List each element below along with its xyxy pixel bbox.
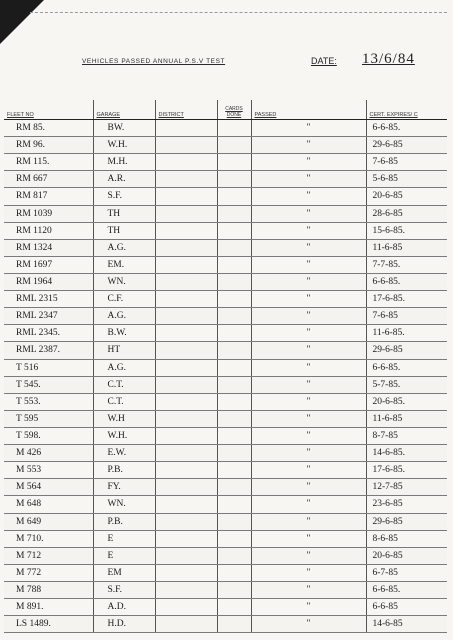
cell-cert-expires: 5-7-85. bbox=[366, 376, 447, 393]
cell-cert-expires: 20-6-85 bbox=[366, 188, 447, 205]
cell-district bbox=[155, 239, 217, 256]
cell-garage: A.D. bbox=[93, 599, 155, 616]
cell-cert-expires: 20-6-85. bbox=[366, 393, 447, 410]
table-row bbox=[4, 393, 447, 410]
page-title: VEHICLES PASSED ANNUAL P.S.V TEST bbox=[82, 58, 226, 65]
cell-cert-expires: 6-6-85. bbox=[366, 581, 447, 598]
table-row bbox=[4, 376, 447, 393]
cell-fleet-no: T 545. bbox=[4, 376, 93, 393]
cell-fleet-no: RML 2345. bbox=[4, 325, 93, 342]
table-header-row bbox=[4, 100, 447, 120]
cell-passed: " bbox=[251, 308, 366, 325]
cell-garage: HT bbox=[93, 342, 155, 359]
cell-fleet-no: RM 1324 bbox=[4, 239, 93, 256]
cell-passed: " bbox=[251, 205, 366, 222]
table-row bbox=[4, 616, 447, 633]
cell-fleet-no: T 595 bbox=[4, 410, 93, 427]
cell-cert-expires: 7-6-85 bbox=[366, 154, 447, 171]
cell-district bbox=[155, 171, 217, 188]
cell-passed: " bbox=[251, 599, 366, 616]
cell-passed: " bbox=[251, 342, 366, 359]
cell-district bbox=[155, 427, 217, 444]
cell-cards-done bbox=[217, 564, 251, 581]
cell-fleet-no: M 426 bbox=[4, 445, 93, 462]
column-header-cert-expires: CERT. EXPIRES/ C bbox=[366, 100, 447, 120]
cell-fleet-no: RM 115. bbox=[4, 154, 93, 171]
cell-passed: " bbox=[251, 513, 366, 530]
cell-cards-done bbox=[217, 513, 251, 530]
cell-cards-done bbox=[217, 239, 251, 256]
cell-cert-expires: 6-6-85. bbox=[366, 359, 447, 376]
table-row bbox=[4, 530, 447, 547]
cell-district bbox=[155, 410, 217, 427]
table-row bbox=[4, 205, 447, 222]
cell-cert-expires: 23-6-85 bbox=[366, 496, 447, 513]
cell-garage: E bbox=[93, 530, 155, 547]
column-header-cards-done: CARDS DONE bbox=[217, 100, 251, 120]
cell-district bbox=[155, 445, 217, 462]
table-row bbox=[4, 496, 447, 513]
cell-cert-expires: 7-7-85. bbox=[366, 256, 447, 273]
cell-cert-expires: 11-6-85 bbox=[366, 410, 447, 427]
cell-fleet-no: T 598. bbox=[4, 427, 93, 444]
table-row bbox=[4, 325, 447, 342]
cell-fleet-no: LS 1489. bbox=[4, 616, 93, 633]
cell-fleet-no: RM 1964 bbox=[4, 273, 93, 290]
table-row bbox=[4, 462, 447, 479]
cell-cards-done bbox=[217, 479, 251, 496]
table-row bbox=[4, 154, 447, 171]
cell-garage: WN. bbox=[93, 496, 155, 513]
cell-garage: P.B. bbox=[93, 513, 155, 530]
table-row bbox=[4, 513, 447, 530]
table-row bbox=[4, 120, 447, 137]
top-rule bbox=[30, 12, 447, 13]
cell-cards-done bbox=[217, 445, 251, 462]
cell-cards-done bbox=[217, 359, 251, 376]
cell-district bbox=[155, 376, 217, 393]
cell-passed: " bbox=[251, 154, 366, 171]
cell-district bbox=[155, 273, 217, 290]
cell-cards-done bbox=[217, 599, 251, 616]
table-row bbox=[4, 547, 447, 564]
cell-garage: A.G. bbox=[93, 239, 155, 256]
table-row bbox=[4, 256, 447, 273]
cell-district bbox=[155, 342, 217, 359]
cell-district bbox=[155, 513, 217, 530]
cell-garage: A.R. bbox=[93, 171, 155, 188]
cell-cert-expires: 17-6-85. bbox=[366, 462, 447, 479]
cell-district bbox=[155, 599, 217, 616]
cell-cards-done bbox=[217, 342, 251, 359]
cell-fleet-no: RM 1039 bbox=[4, 205, 93, 222]
cell-district bbox=[155, 359, 217, 376]
cell-passed: " bbox=[251, 427, 366, 444]
cell-garage: S.F. bbox=[93, 188, 155, 205]
cell-cert-expires: 28-6-85 bbox=[366, 205, 447, 222]
cell-cards-done bbox=[217, 410, 251, 427]
cell-garage: M.H. bbox=[93, 154, 155, 171]
cell-district bbox=[155, 462, 217, 479]
cell-cert-expires: 17-6-85. bbox=[366, 291, 447, 308]
table-row bbox=[4, 239, 447, 256]
cell-district bbox=[155, 188, 217, 205]
cell-garage: EM. bbox=[93, 256, 155, 273]
cell-passed: " bbox=[251, 359, 366, 376]
table-body bbox=[4, 120, 447, 633]
cell-fleet-no: RM 817 bbox=[4, 188, 93, 205]
table-row bbox=[4, 427, 447, 444]
cell-fleet-no: M 772 bbox=[4, 564, 93, 581]
table-row bbox=[4, 445, 447, 462]
cell-garage: EM bbox=[93, 564, 155, 581]
table-row bbox=[4, 581, 447, 598]
cell-cards-done bbox=[217, 530, 251, 547]
cell-passed: " bbox=[251, 256, 366, 273]
cell-passed: " bbox=[251, 530, 366, 547]
cell-cert-expires: 15-6-85. bbox=[366, 222, 447, 239]
cell-passed: " bbox=[251, 376, 366, 393]
cell-garage: A.G. bbox=[93, 359, 155, 376]
cell-district bbox=[155, 393, 217, 410]
table-row bbox=[4, 564, 447, 581]
cell-fleet-no: RM 667 bbox=[4, 171, 93, 188]
cell-fleet-no: RML 2315 bbox=[4, 291, 93, 308]
cell-cards-done bbox=[217, 137, 251, 154]
cell-district bbox=[155, 154, 217, 171]
cell-garage: TH bbox=[93, 222, 155, 239]
cell-district bbox=[155, 308, 217, 325]
cell-fleet-no: M 564 bbox=[4, 479, 93, 496]
column-header-fleet-no: FLEET NO bbox=[4, 100, 93, 120]
cell-garage: E.W. bbox=[93, 445, 155, 462]
cell-fleet-no: T 553. bbox=[4, 393, 93, 410]
cell-fleet-no: M 788 bbox=[4, 581, 93, 598]
cell-cert-expires: 6-6-85. bbox=[366, 273, 447, 290]
cell-garage: W.H. bbox=[93, 137, 155, 154]
cell-cert-expires: 29-6-85 bbox=[366, 137, 447, 154]
cell-fleet-no: M 712 bbox=[4, 547, 93, 564]
cell-garage: C.T. bbox=[93, 376, 155, 393]
column-header-district: DISTRICT bbox=[155, 100, 217, 120]
cell-cards-done bbox=[217, 205, 251, 222]
cell-garage: S.F. bbox=[93, 581, 155, 598]
cell-cert-expires: 12-7-85 bbox=[366, 479, 447, 496]
cell-passed: " bbox=[251, 445, 366, 462]
cell-district bbox=[155, 530, 217, 547]
cell-cert-expires: 6-7-85 bbox=[366, 564, 447, 581]
cell-passed: " bbox=[251, 547, 366, 564]
table-row bbox=[4, 137, 447, 154]
cell-passed: " bbox=[251, 222, 366, 239]
table-row bbox=[4, 599, 447, 616]
cell-cert-expires: 5-6-85 bbox=[366, 171, 447, 188]
table-row bbox=[4, 291, 447, 308]
cell-district bbox=[155, 120, 217, 137]
cell-passed: " bbox=[251, 273, 366, 290]
cell-cards-done bbox=[217, 256, 251, 273]
column-header-garage: GARAGE bbox=[93, 100, 155, 120]
cell-district bbox=[155, 222, 217, 239]
vehicle-test-table bbox=[4, 100, 447, 633]
cell-passed: " bbox=[251, 581, 366, 598]
cell-cert-expires: 6-6-85 bbox=[366, 599, 447, 616]
cell-passed: " bbox=[251, 479, 366, 496]
table-row bbox=[4, 342, 447, 359]
cell-cards-done bbox=[217, 547, 251, 564]
cell-passed: " bbox=[251, 137, 366, 154]
cell-cards-done bbox=[217, 496, 251, 513]
cell-fleet-no: RM 85. bbox=[4, 120, 93, 137]
cell-cards-done bbox=[217, 581, 251, 598]
folded-corner bbox=[0, 0, 44, 44]
cell-passed: " bbox=[251, 325, 366, 342]
cell-fleet-no: M 553 bbox=[4, 462, 93, 479]
cell-passed: " bbox=[251, 564, 366, 581]
cell-cards-done bbox=[217, 188, 251, 205]
cell-cards-done bbox=[217, 308, 251, 325]
cell-fleet-no: M 891. bbox=[4, 599, 93, 616]
cell-cards-done bbox=[217, 393, 251, 410]
cell-cert-expires: 7-6-85 bbox=[366, 308, 447, 325]
cell-cert-expires: 29-6-85 bbox=[366, 513, 447, 530]
cell-passed: " bbox=[251, 462, 366, 479]
cell-district bbox=[155, 479, 217, 496]
cell-district bbox=[155, 291, 217, 308]
cell-fleet-no: RM 1697 bbox=[4, 256, 93, 273]
cell-cards-done bbox=[217, 376, 251, 393]
cell-district bbox=[155, 325, 217, 342]
cell-garage: BW. bbox=[93, 120, 155, 137]
cell-passed: " bbox=[251, 616, 366, 633]
cell-cert-expires: 11-6-85 bbox=[366, 239, 447, 256]
cell-cert-expires: 8-6-85 bbox=[366, 530, 447, 547]
cell-fleet-no: M 648 bbox=[4, 496, 93, 513]
cell-district bbox=[155, 137, 217, 154]
cell-fleet-no: RM 96. bbox=[4, 137, 93, 154]
cell-fleet-no: RML 2387. bbox=[4, 342, 93, 359]
table-row bbox=[4, 171, 447, 188]
table-row bbox=[4, 273, 447, 290]
cell-cert-expires: 20-6-85 bbox=[366, 547, 447, 564]
cell-garage: B.W. bbox=[93, 325, 155, 342]
table-row bbox=[4, 410, 447, 427]
cell-fleet-no: RM 1120 bbox=[4, 222, 93, 239]
cell-cert-expires: 6-6-85. bbox=[366, 120, 447, 137]
cell-cards-done bbox=[217, 427, 251, 444]
cell-cert-expires: 14-6-85. bbox=[366, 445, 447, 462]
table-row bbox=[4, 479, 447, 496]
cell-garage: H.D. bbox=[93, 616, 155, 633]
cell-passed: " bbox=[251, 496, 366, 513]
cell-cards-done bbox=[217, 462, 251, 479]
cell-cards-done bbox=[217, 291, 251, 308]
cell-passed: " bbox=[251, 171, 366, 188]
table-row bbox=[4, 222, 447, 239]
cell-passed: " bbox=[251, 239, 366, 256]
cell-garage: FY. bbox=[93, 479, 155, 496]
cell-cards-done bbox=[217, 325, 251, 342]
cell-passed: " bbox=[251, 410, 366, 427]
cell-cards-done bbox=[217, 273, 251, 290]
cell-fleet-no: RML 2347 bbox=[4, 308, 93, 325]
cell-fleet-no: M 649 bbox=[4, 513, 93, 530]
cell-district bbox=[155, 256, 217, 273]
cell-cert-expires: 29-6-85 bbox=[366, 342, 447, 359]
cell-cert-expires: 11-6-85. bbox=[366, 325, 447, 342]
cell-garage: W.H. bbox=[93, 427, 155, 444]
cell-garage: E bbox=[93, 547, 155, 564]
cell-garage: P.B. bbox=[93, 462, 155, 479]
cell-district bbox=[155, 547, 217, 564]
date-label: DATE: bbox=[311, 56, 337, 66]
cell-district bbox=[155, 564, 217, 581]
cell-fleet-no: T 516 bbox=[4, 359, 93, 376]
column-header-passed: PASSED bbox=[251, 100, 366, 120]
cell-passed: " bbox=[251, 120, 366, 137]
cell-fleet-no: M 710. bbox=[4, 530, 93, 547]
cell-district bbox=[155, 496, 217, 513]
cell-district bbox=[155, 205, 217, 222]
date-value: 13/6/84 bbox=[362, 51, 415, 67]
cell-cards-done bbox=[217, 616, 251, 633]
table-row bbox=[4, 359, 447, 376]
table-row bbox=[4, 188, 447, 205]
cell-garage: C.T. bbox=[93, 393, 155, 410]
cell-cards-done bbox=[217, 154, 251, 171]
cell-passed: " bbox=[251, 188, 366, 205]
cell-garage: A.G. bbox=[93, 308, 155, 325]
cell-passed: " bbox=[251, 291, 366, 308]
cell-garage: WN. bbox=[93, 273, 155, 290]
cell-district bbox=[155, 616, 217, 633]
cell-passed: " bbox=[251, 393, 366, 410]
cell-garage: TH bbox=[93, 205, 155, 222]
cell-cert-expires: 14-6-85 bbox=[366, 616, 447, 633]
cell-district bbox=[155, 581, 217, 598]
cell-cards-done bbox=[217, 120, 251, 137]
cell-garage: W.H bbox=[93, 410, 155, 427]
table-row bbox=[4, 308, 447, 325]
cell-cards-done bbox=[217, 171, 251, 188]
cell-cert-expires: 8-7-85 bbox=[366, 427, 447, 444]
cell-cards-done bbox=[217, 222, 251, 239]
cell-garage: C.F. bbox=[93, 291, 155, 308]
